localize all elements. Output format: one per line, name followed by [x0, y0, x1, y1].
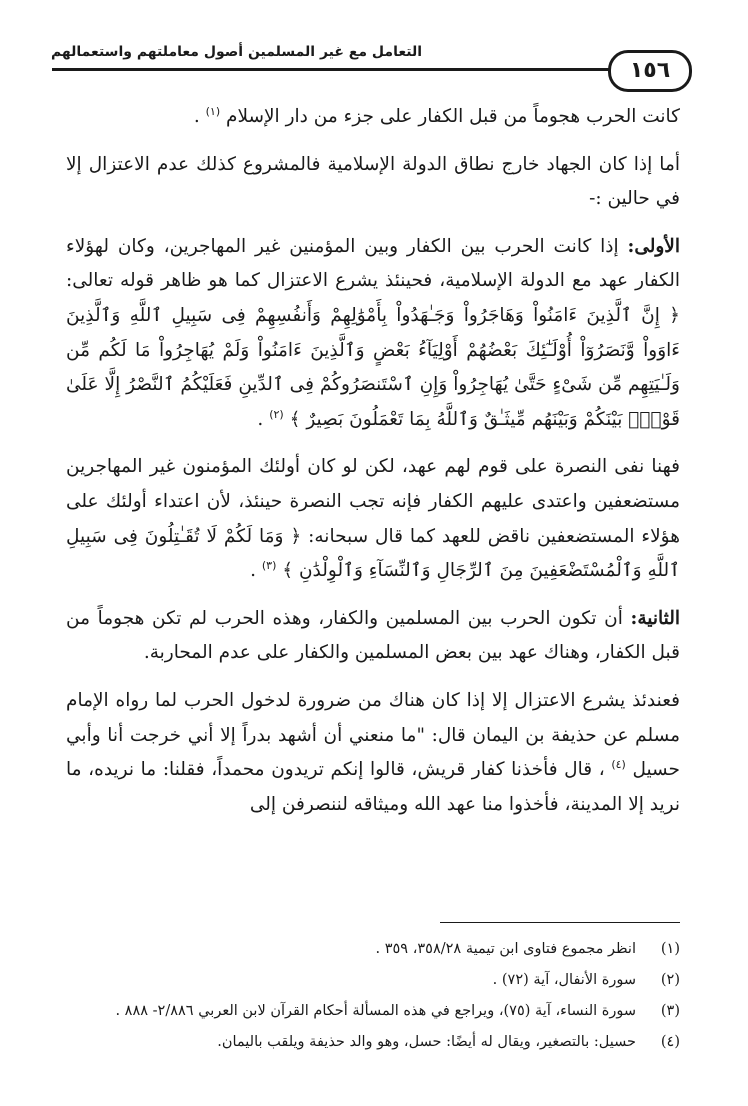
paragraph-end: . [193, 106, 200, 127]
paragraph-5 [66, 602, 680, 671]
footnote [66, 1027, 680, 1058]
footnote-text: حسيل: بالتصغير، ويقال له أيضًا: حسل، وهو والد حذيفة ويلقب باليمان. [217, 1034, 636, 1050]
paragraph-4 [66, 450, 680, 588]
footnote-number: (٤) [660, 1034, 680, 1050]
paragraph-3 [66, 230, 680, 438]
running-header [52, 38, 692, 88]
footnote-number: (١) [660, 941, 680, 957]
footnote [66, 965, 680, 996]
paragraph-text: أن تكون الحرب بين المسلمين والكفار، وهذه الحرب لم تكن هجوماً من قبل الكفار، وهناك عهد بين بعض المسلمين والكفار على عدم المحاربة. [66, 607, 680, 664]
paragraph-1 [66, 100, 680, 135]
footnote-number: (٣) [660, 1003, 680, 1019]
paragraph-text: كانت الحرب هجوماً من قبل الكفار على جزء من دار الإسلام [226, 106, 680, 127]
footnote-number: (٢) [660, 972, 680, 988]
main-text [66, 100, 680, 835]
running-title: التعامل مع غير المسلمين أصول معاملتهم واستعمالهم [50, 44, 422, 60]
quran-verse-nisa: ﴿ وَمَا لَكُمْ لَا تُقَـٰتِلُونَ فِى سَبِيلِ ٱللَّهِ وَٱلْمُسْتَضْعَفِينَ مِنَ ٱلرِّجَالِ وَٱلنِّسَآءِ وَٱلْوِلْدَٰنِ ﴾ [66, 525, 680, 582]
footnote-ref-2[interactable]: (٢) [269, 407, 284, 421]
paragraph-text-continued: ، قال فأخذنا كفار قريش، قالوا إنكم تريدون محمداً، فقلنا: ما نريده، ما نريد إلا المدينة، فأخذوا منا عهد الله وميثاقه لننصرفن إلى [66, 759, 680, 815]
paragraph-text: فهنا نفى النصرة على قوم لهم عهد، لكن لو كان أولئك المؤمنون غير المهاجرين مستضعفين واعتدى عليهم الكفار فإنه تجب النصرة حينئذ، لأن اعتداء أولئك على هؤلاء المستضعفين ناقض للعهد كما قال سبحانه: [66, 456, 680, 547]
paragraph-text: إذا كانت الحرب بين الكفار وبين المؤمنين غير المهاجرين، وكان لهؤلاء الكفار عهد مع الدولة الإسلامية، فحينئذ يشرع الاعتزال كما هو ظاهر قوله تعالى: [66, 235, 680, 292]
footnote-separator [440, 922, 680, 923]
header-rule [52, 68, 612, 71]
footnote [66, 934, 680, 965]
paragraph-text: فعندئذ يشرع الاعتزال إلا إذا كان هناك من ضرورة لدخول الحرب لما رواه الإمام مسلم عن حذيفة بن اليمان قال: "ما منعني أن أشهد بدراً إلا أني خرجت أنا وأبي حسيل [66, 689, 680, 781]
quran-verse-anfal: ﴿ إِنَّ ٱلَّذِينَ ءَامَنُواْ وَهَاجَرُواْ وَجَـٰهَدُواْ بِأَمْوَٰلِهِمْ وَأَنفُسِهِمْ فِى سَبِيلِ ٱللَّهِ وَٱلَّذِينَ ءَاوَواْ وَّنَصَرُوٓاْ أُوْلَـٰٓئِكَ بَعْضُهُمْ أَوْلِيَآءُ بَعْضٍ وَٱلَّذِينَ ءَامَنُواْ وَلَمْ يُهَاجِرُواْ مَا لَكُم مِّن وَلَـٰيَتِهِم مِّن شَىْءٍ حَتَّىٰ يُهَاجِرُواْ وَإِنِ ٱسْتَنصَرُوكُمْ فِى ٱلدِّينِ فَعَلَيْكُمُ ٱلنَّصْرُ إِلَّا عَلَىٰ قَوْمٍۭ بَيْنَكُمْ وَبَيْنَهُم مِّيثَـٰقٌ وَٱللَّهُ بِمَا تَعْمَلُونَ بَصِيرٌ ﴾ [66, 304, 680, 430]
case-two-label: الثانية: [630, 607, 680, 629]
paragraph-text: أما إذا كان الجهاد خارج نطاق الدولة الإسلامية فالمشروع كذلك عدم الاعتزال إلا في حالين :- [66, 153, 680, 210]
footnote [66, 996, 680, 1027]
paragraph-6 [66, 684, 680, 822]
footnote-text: سورة النساء، آية (٧٥)، ويراجع في هذه المسألة أحكام القرآن لابن العربي ٢/٨٨٦- ٨٨٨ . [115, 1003, 636, 1019]
footnotes [66, 934, 680, 1058]
paragraph-end: . [250, 560, 256, 582]
footnote-ref-4[interactable]: (٤) [611, 757, 626, 771]
paragraph-end: . [257, 408, 264, 430]
paragraph-2 [66, 148, 680, 217]
footnote-ref-1[interactable]: (١) [205, 104, 221, 118]
page-number-badge: ١٥٦ [608, 50, 692, 92]
footnote-text: انظر مجموع فتاوى ابن تيمية ٣٥٨/٢٨، ٣٥٩ . [375, 941, 636, 957]
footnote-ref-3[interactable]: (٣) [261, 558, 277, 572]
footnote-text: سورة الأنفال، آية (٧٢) . [492, 972, 636, 988]
case-one-label: الأولى: [627, 235, 680, 257]
